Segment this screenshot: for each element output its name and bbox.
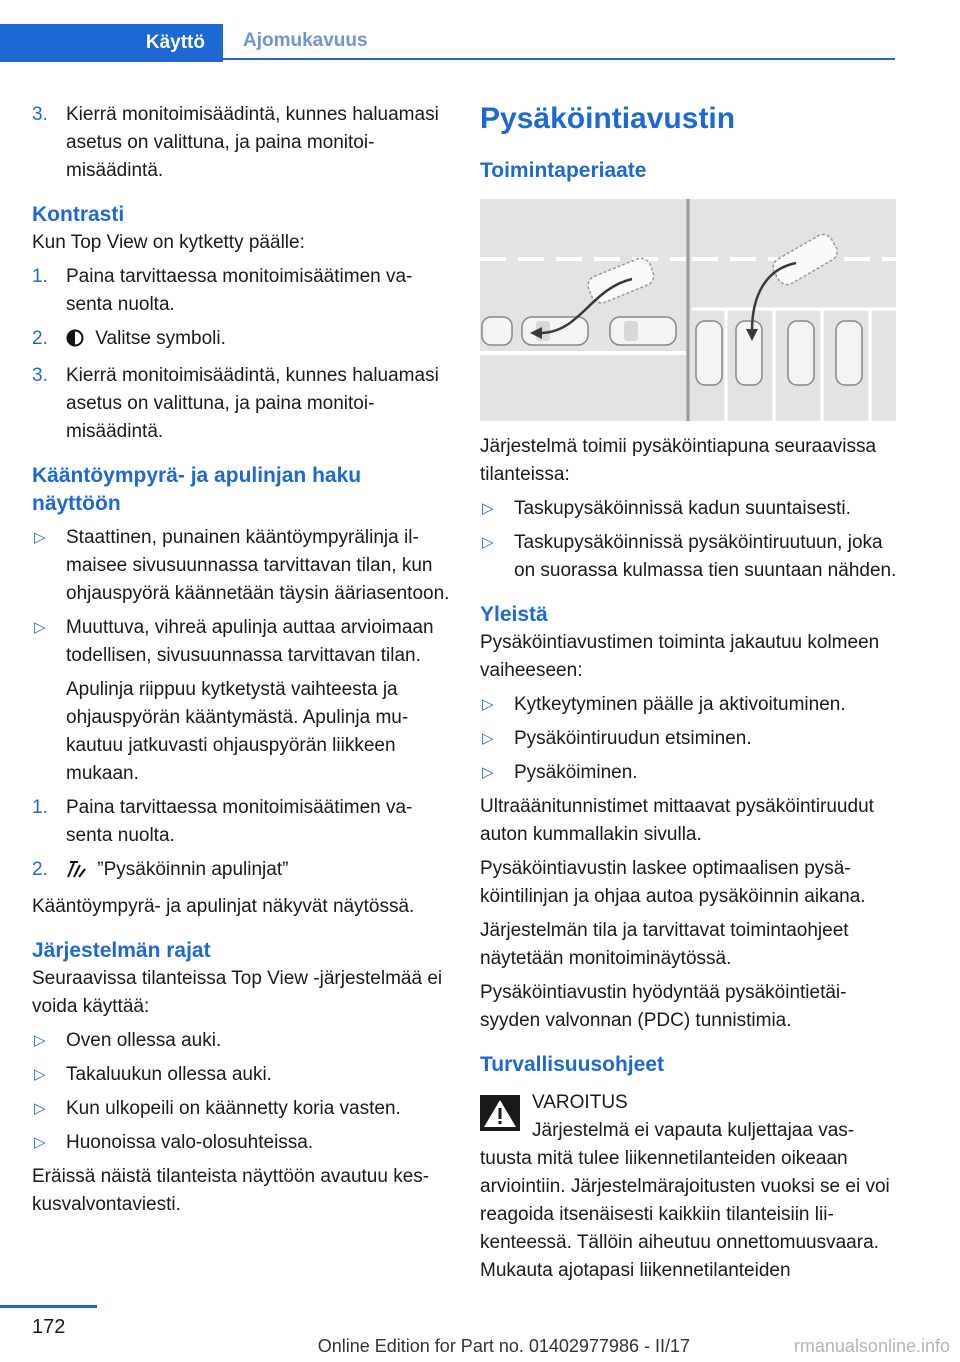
bullet-text: Huonoissa valo-olosuhteissa.	[66, 1132, 314, 1153]
bullet-item	[480, 725, 898, 753]
edition-info	[318, 1336, 690, 1357]
step-text: Kierrä monitoimisäädintä, kunnes haluamasi asetus on valittuna, ja paina monitoimisäädintä.	[66, 365, 439, 442]
paragraph: Järjestelmän tila ja tarvittavat toimintaohjeet näytetään monitoiminäytössä.	[480, 920, 849, 969]
step-item	[32, 794, 450, 850]
bullet-triangle-icon: ▷	[34, 619, 46, 636]
watermark: rmanualsonline.info	[793, 1336, 950, 1356]
bullet-text: Pysäköintiruudun etsiminen.	[514, 728, 752, 749]
bullet-item	[32, 524, 450, 608]
step-text: ”Pysäköinnin apulinjat”	[97, 859, 289, 880]
bullet-triangle-icon: ▷	[482, 500, 494, 517]
bullet-triangle-icon: ▷	[34, 1100, 46, 1117]
bullet-text: Pysäköiminen.	[514, 762, 638, 783]
heading-kaantoympyra: Kääntöympyrä- ja apulinjan haku näyttöön	[32, 464, 362, 515]
contrast-icon	[66, 328, 84, 356]
bullet-triangle-icon: ▷	[482, 534, 494, 551]
step-item	[32, 101, 450, 185]
paragraph: Ultraäänitunnistimet mittaavat pysäköintiruudut auton kummallakin sivulla.	[480, 796, 874, 845]
bullet-triangle-icon: ▷	[482, 764, 494, 781]
bullet-triangle-icon: ▷	[34, 529, 46, 546]
bullet-text: Oven ollessa auki.	[66, 1030, 222, 1051]
paragraph: Pysäköintiavustin hyödyntää pysäköintietäisyyden valvonnan (PDC) tunnistimia.	[480, 982, 847, 1031]
step-text: Valitse symboli.	[95, 328, 226, 349]
bullet-item	[480, 529, 898, 585]
kontrasti-intro: Kun Top View on kytketty päälle:	[32, 232, 305, 253]
bullet-item	[480, 691, 898, 719]
step-number: 3.	[32, 365, 48, 386]
bullet-triangle-icon: ▷	[34, 1066, 46, 1083]
bullet-triangle-icon: ▷	[34, 1134, 46, 1151]
kaanto-outro: Kääntöympyrä- ja apulinjat näkyvät näytössä.	[32, 896, 415, 917]
warning-block	[480, 1089, 898, 1285]
step-number: 2.	[32, 859, 48, 880]
parking-illustration	[480, 199, 896, 421]
step-text: Paina tarvittaessa monitoimisäätimen vasenta nuolta.	[66, 797, 413, 846]
footer-accent-line	[0, 1305, 97, 1308]
bullet-text: Kun ulkopeili on käännetty koria vasten.	[66, 1098, 401, 1119]
bullet-item	[480, 759, 898, 787]
warning-text: Järjestelmä ei vapauta kuljettajaa vastuusta mitä tulee liikennetilanteiden oikeaan arviointiin. Järjestelmärajoitusten vuoksi se ei voi reagoida itsenäisesti kaikkiin tilanteisiin liikenteessä. Tällöin aiheutuu onnettomuusvaara. Mukauta ajotapasi liikennetilanteiden	[480, 1120, 890, 1281]
step-number: 1.	[32, 266, 48, 287]
bullet-triangle-icon: ▷	[482, 730, 494, 747]
bullet-item	[32, 1129, 450, 1157]
bullet-item	[480, 495, 898, 523]
bullet-text: Taskupysäköinnissä kadun suuntaisesti.	[514, 498, 851, 519]
warning-triangle-icon	[480, 1095, 520, 1140]
bullet-text: Takaluukun ollessa auki.	[66, 1064, 272, 1085]
bullet-item	[32, 1027, 450, 1055]
page-number: 172	[32, 1316, 66, 1338]
rajat-intro: Seuraavissa tilanteissa Top View -järjestelmää ei voida käyttää:	[32, 968, 443, 1017]
tab-ajomukavuus[interactable]	[223, 24, 895, 60]
bullet-item	[32, 1061, 450, 1089]
bullet-triangle-icon: ▷	[482, 696, 494, 713]
bullet-text: Kytkeytyminen päälle ja aktivoituminen.	[514, 694, 846, 715]
header-tabs	[0, 24, 895, 62]
bullet-text: Taskupysäköinnissä pysäköintiruutuun, joka on suorassa kulmassa tien suuntaan nähden.	[514, 532, 897, 581]
bullet-text: Staattinen, punainen kääntöympyrälinja ilmaisee sivusuunnassa tarvittavan tilan, kun ohjauspyörä käännetään täysin ääriasentoon.	[66, 527, 450, 604]
bullet-item	[32, 614, 450, 670]
parking-lines-icon	[66, 859, 86, 887]
left-column	[32, 101, 450, 1225]
bullet-note: Apulinja riippuu kytketystä vaihteesta ja ohjauspyörän kääntymästä. Apulinja mukautuu jatkuvasti ohjauspyörän liikkeen mukaan.	[66, 679, 409, 784]
rajat-outro: Eräissä näistä tilanteista näyttöön avautuu keskusvalvontaviesti.	[32, 1166, 430, 1215]
step-number: 2.	[32, 328, 48, 349]
warning-title: VAROITUS	[532, 1092, 628, 1113]
step-item	[32, 263, 450, 319]
tab-kaytto-label: Käyttö	[145, 32, 205, 53]
step-item	[32, 362, 450, 446]
step-number: 3.	[32, 104, 48, 125]
heading-rajat: Järjestelmän rajat	[32, 939, 211, 962]
bullet-text: Muuttuva, vihreä apulinja auttaa arvioimaan todellisen, sivusuunnassa tarvittavan tilan.	[66, 617, 434, 666]
edition-text: Online Edition for Part no. 01402977986 - II/17	[317, 1336, 690, 1356]
heading-kontrasti: Kontrasti	[32, 203, 125, 226]
tab-kaytto[interactable]	[0, 24, 223, 62]
heading-yleista: Yleistä	[480, 603, 548, 626]
step-item	[32, 856, 450, 887]
bullet-triangle-icon: ▷	[34, 1032, 46, 1049]
heading-toimintaperiaate: Toimintaperiaate	[480, 159, 647, 182]
step-item	[32, 325, 450, 356]
heading-turvallisuusohjeet: Turvallisuusohjeet	[480, 1053, 664, 1076]
tab-ajomukavuus-label: Ajomukavuus	[243, 30, 368, 51]
bullet-item	[32, 1095, 450, 1123]
paragraph: Pysäköintiavustin laskee optimaalisen pysäköintilinjan ja ohjaa autoa pysäköinnin aikana.	[480, 858, 866, 907]
step-text: Kierrä monitoimisäädintä, kunnes haluamasi asetus on valittuna, ja paina monitoimisäädintä.	[66, 104, 439, 181]
step-text: Paina tarvittaessa monitoimisäätimen vasenta nuolta.	[66, 266, 413, 315]
right-column	[480, 101, 898, 1285]
step-number: 1.	[32, 797, 48, 818]
page-title: Pysäköintiavustin	[480, 102, 736, 135]
toimintaperiaate-intro: Järjestelmä toimii pysäköintiapuna seuraavissa tilanteissa:	[480, 436, 877, 485]
yleista-intro: Pysäköintiavustimen toiminta jakautuu kolmeen vaiheeseen:	[480, 632, 880, 681]
